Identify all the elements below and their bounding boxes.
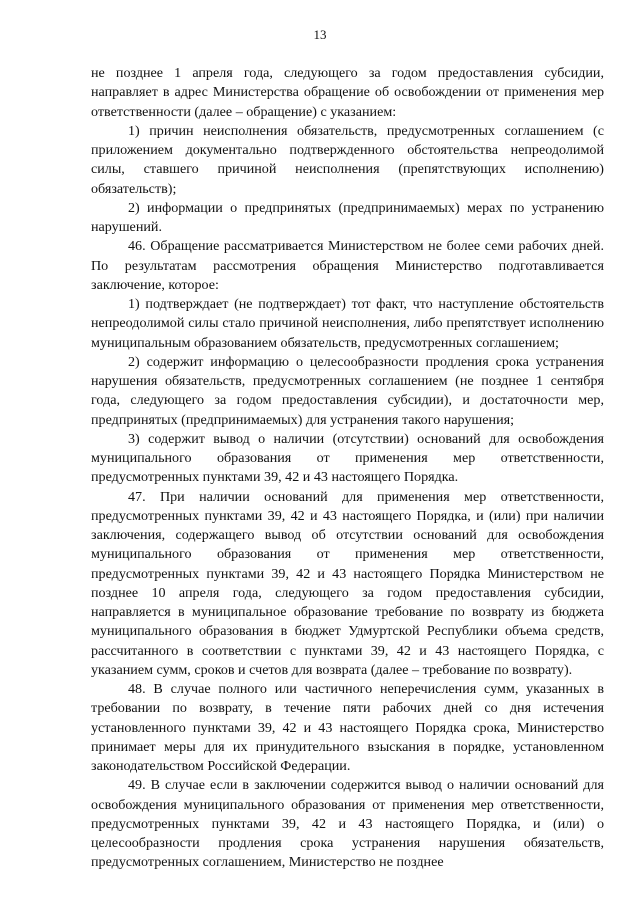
paragraph-item-2-measures: 2) информации о предпринятых (предпринимаемых) мерах по устранению нарушений. [91, 199, 604, 235]
paragraph-47: 47. При наличии оснований для применения мер ответственности, предусмотренных пунктами 39, 42 и 43 настоящего Порядка, и (или) при наличии заключения, содержащего вывод об отсутствии оснований для освобождения муниципального образования от применения мер ответственности, предусмотренных пунктами 39, 42 и 43 настоящего Порядка Министерством не позднее 10 апреля года, следующего за годом предоставления субсидии, направляется в муниципальное образование требование по возврату из бюджета муниципального образования в бюджет Удмуртской Республики объема средств, рассчитанного в соответствии с пунктами 39, 42 и 43 настоящего Порядка, с указанием сумм, сроков и счетов для возврата (далее – требование по возврату). [91, 488, 604, 678]
paragraph-46: 46. Обращение рассматривается Министерством не более семи рабочих дней. По результатам рассмотрения обращения Министерство подготавливается заключение, которое: [91, 238, 604, 293]
paragraph-item-1-reasons: 1) причин неисполнения обязательств, предусмотренных соглашением (с приложением документально подтвержденного обстоятельства непреодолимой силы, ставшего причиной неисполнения (препятствующих исполнению) обязательств); [91, 122, 604, 197]
paragraph-46-item-1: 1) подтверждает (не подтверждает) тот факт, что наступление обстоятельств непреодолимой силы стало причиной неисполнения, либо препятствует исполнению муниципальным образованием обязательств, предусмотренных соглашением; [91, 296, 604, 351]
paragraph-46-item-2: 2) содержит информацию о целесообразности продления срока устранения нарушения обязательств, предусмотренных соглашением (не позднее 1 сентября года, следующего за годом предоставления субсидии), и достаточности мер, предпринятых (предпринимаемых) для устранения такого нарушения; [91, 353, 604, 428]
paragraph-46-item-3: 3) содержит вывод о наличии (отсутствии) оснований для освобождения муниципального образования от применения мер ответственности, предусмотренных пунктами 39, 42 и 43 настоящего Порядка. [91, 430, 604, 486]
page-number: 13 [313, 27, 327, 42]
paragraph-49: 49. В случае если в заключении содержится вывод о наличии оснований для освобождения муниципального образования от применения мер ответственности, предусмотренных пунктами 39, 42 и 43 настоящего Порядка, и (или) о целесообразности продления срока устранения нарушения обязательств, предусмотренных соглашением, Министерство не позднее [91, 777, 604, 871]
body-text [91, 64, 604, 873]
paragraph-48: 48. В случае полного или частичного неперечисления сумм, указанных в требовании по возврату, в течение пяти рабочих дней со дня истечения установленного пунктами 39, 42 и 43 настоящего Порядка срока, Министерство принимает меры для их принудительного взыскания в порядке, установленном законодательством Российской Федерации. [91, 681, 604, 774]
paragraph-continuation: не позднее 1 апреля года, следующего за годом предоставления субсидии, направляет в адрес Министерства обращение об освобождении от применения мер ответственности (далее – обращение) с указанием: [91, 65, 604, 120]
